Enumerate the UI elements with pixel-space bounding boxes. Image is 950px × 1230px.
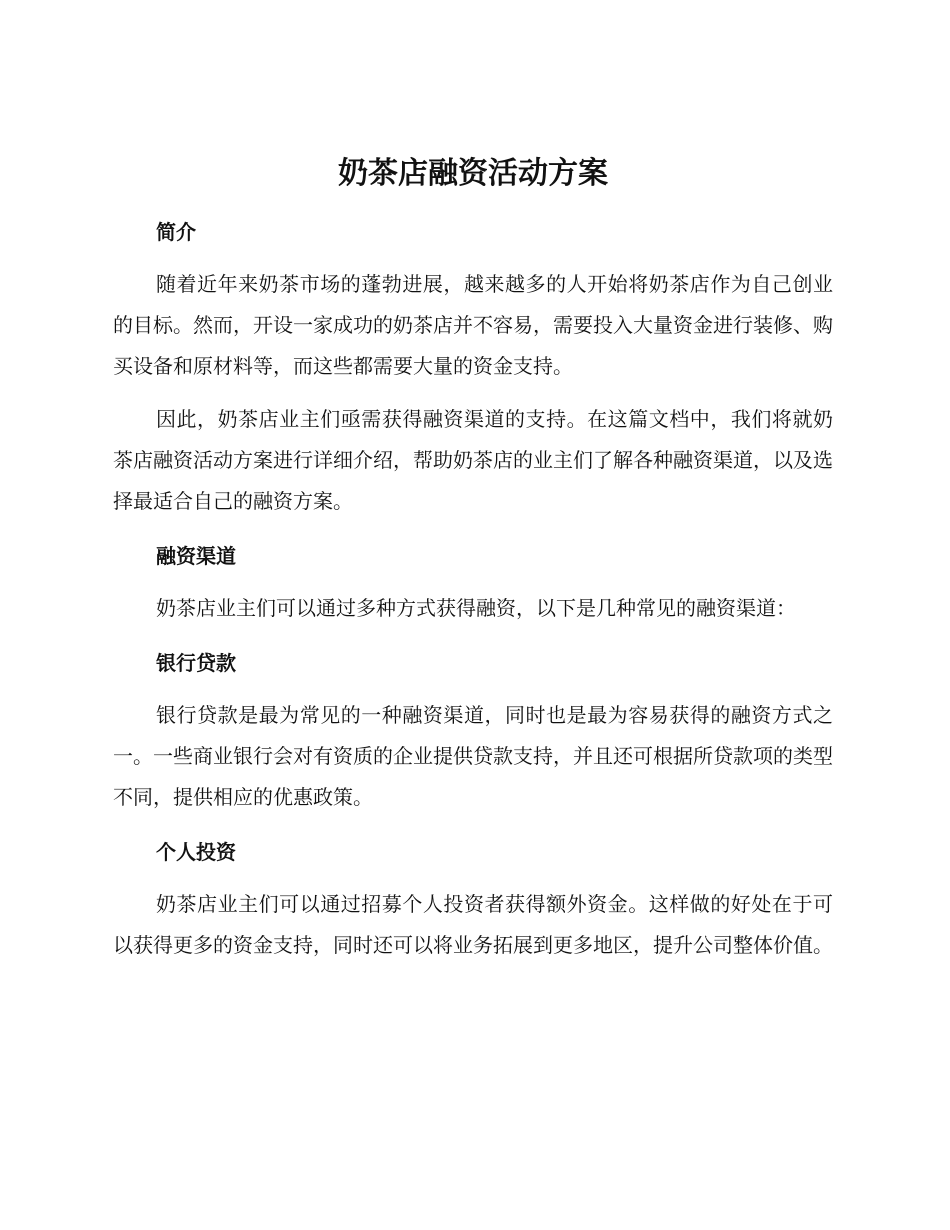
section-heading-channels: 融资渠道 xyxy=(156,544,236,568)
document-title: 奶茶店融资活动方案 xyxy=(338,156,608,191)
spacer xyxy=(113,252,833,264)
section-heading-personal-investment: 个人投资 xyxy=(156,840,236,864)
spacer xyxy=(113,387,833,399)
spacer xyxy=(113,629,833,643)
section-heading-intro: 简介 xyxy=(156,220,196,244)
channels-paragraph: 奶茶店业主们可以通过多种方式获得融资，以下是几种常见的融资渠道： xyxy=(156,596,796,620)
spacer xyxy=(113,200,833,212)
spacer xyxy=(113,522,833,536)
intro-paragraph-2: 因此，奶茶店业主们亟需获得融资渠道的支持。在这篇文档中，我们将就奶茶店融资活动方案进行详细介绍，帮助奶茶店的业主们了解各种融资渠道，以及选择最适合自己的融资方案。 xyxy=(113,407,833,513)
spacer xyxy=(113,683,833,695)
spacer xyxy=(113,576,833,588)
document-body xyxy=(113,148,833,966)
bank-loan-paragraph: 银行贷款是最为常见的一种融资渠道，同时也是最为容易获得的融资方式之一。一些商业银行会对有资质的企业提供贷款支持，并且还可根据所贷款项的类型不同，提供相应的优惠政策。 xyxy=(113,703,833,809)
intro-paragraph-1: 随着近年来奶茶市场的蓬勃进展，越来越多的人开始将奶茶店作为自己创业的目标。然而，开设一家成功的奶茶店并不容易，需要投入大量资金进行装修、购买设备和原材料等，而这些都需要大量的资金支持。 xyxy=(113,272,833,378)
section-heading-bank-loan: 银行贷款 xyxy=(156,651,236,675)
personal-investment-paragraph: 奶茶店业主们可以通过招募个人投资者获得额外资金。这样做的好处在于可以获得更多的资金支持，同时还可以将业务拓展到更多地区，提升公司整体价值。 xyxy=(113,892,833,957)
spacer xyxy=(113,818,833,832)
spacer xyxy=(113,872,833,884)
